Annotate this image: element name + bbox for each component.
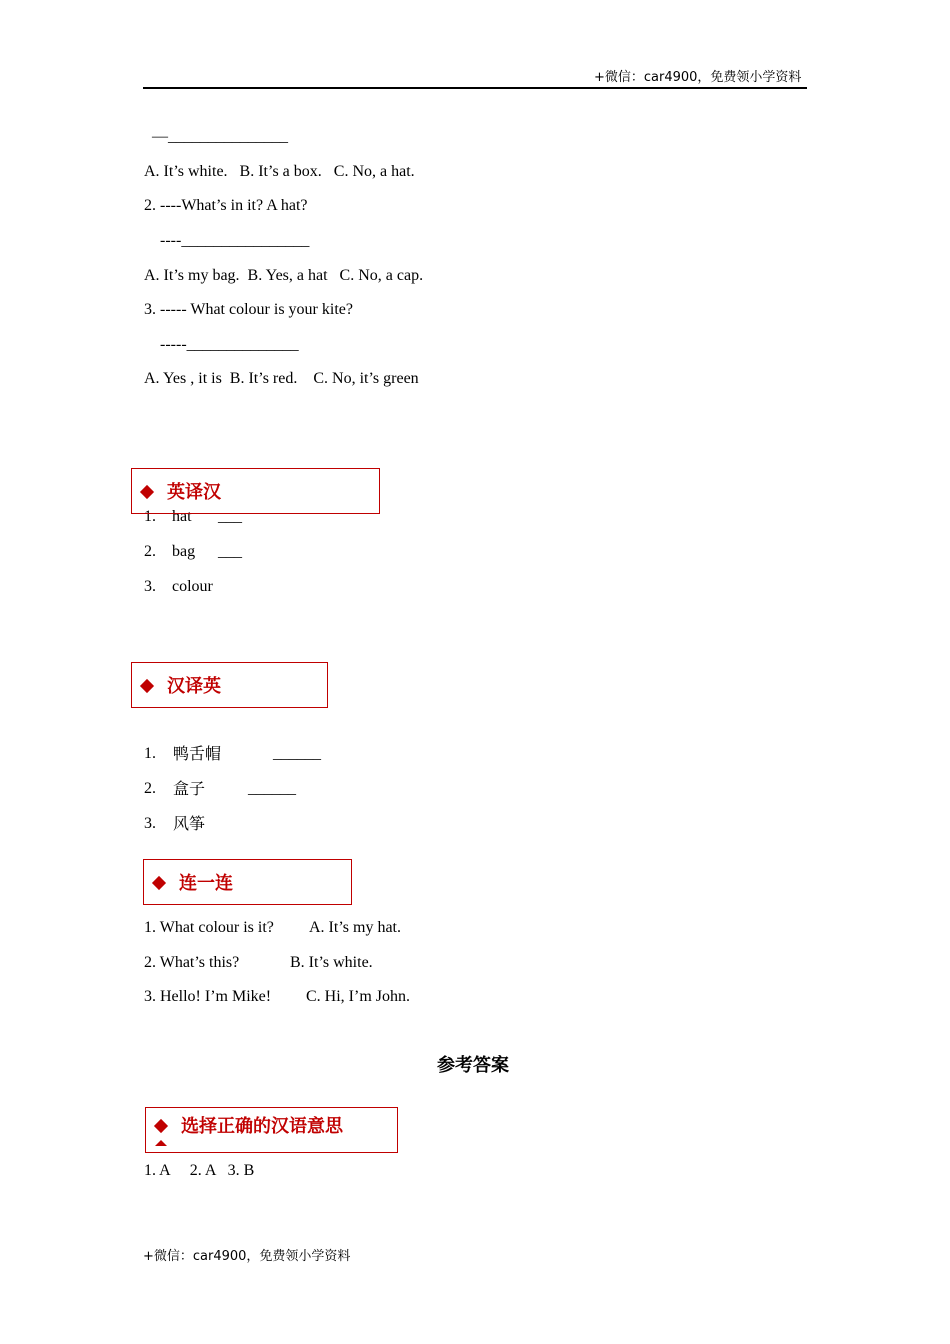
section-title-match: 连一连 xyxy=(179,873,233,894)
cn-item-2-num: 2. xyxy=(144,780,156,797)
en-item-3-word: colour xyxy=(172,578,213,595)
en-item-2-word: bag xyxy=(172,543,196,560)
q2-answer-line: ----________________ xyxy=(160,232,310,249)
en-item-1-num: 1. xyxy=(144,508,156,525)
match-row-2-left: 2. What’s this? xyxy=(144,954,240,971)
en-item-2-num: 2. xyxy=(144,543,156,560)
cn-item-2-word: 盒子 xyxy=(173,779,206,798)
header-text: +微信：car4900，免费领小学资料 xyxy=(594,70,802,85)
match-row-3-right: C. Hi, I’m John. xyxy=(306,988,410,1005)
q3-answer-line: -----______________ xyxy=(160,336,299,353)
footer-text: +微信：car4900，免费领小学资料 xyxy=(143,1249,351,1264)
section-box-match xyxy=(143,859,352,905)
cn-item-3-num: 3. xyxy=(144,815,156,832)
en-item-2-blank: ___ xyxy=(218,543,242,560)
q2-options: A. It’s my bag. B. Yes, a hat C. No, a cap. xyxy=(144,267,424,284)
match-row-1-right: A. It’s my hat. xyxy=(309,919,401,936)
cn-item-1-blank: ______ xyxy=(273,745,321,762)
cn-item-1-num: 1. xyxy=(144,745,156,762)
match-row-3-left: 3. Hello! I’m Mike! xyxy=(144,988,272,1005)
header-rule xyxy=(143,87,807,89)
q3-question: 3. ----- What colour is your kite? xyxy=(144,301,353,318)
cn-item-1-word: 鸭舌帽 xyxy=(173,744,222,763)
section-title-cn-to-en: 汉译英 xyxy=(167,676,221,697)
q3-options: A. Yes , it is B. It’s red. C. No, it’s green xyxy=(144,370,419,387)
en-item-3-num: 3. xyxy=(144,578,156,595)
q1-options: A. It’s white. B. It’s a box. C. No, a hat. xyxy=(144,163,415,180)
match-row-1-left: 1. What colour is it? xyxy=(144,919,274,936)
triangle-icon xyxy=(155,1140,167,1146)
section-title-answers: 选择正确的汉语意思 xyxy=(181,1116,343,1137)
en-item-1-blank: ___ xyxy=(218,508,242,525)
answers-heading: 参考答案 xyxy=(437,1055,509,1076)
section-title-en-to-cn: 英译汉 xyxy=(167,482,221,503)
answers-line: 1. A 2. A 3. B xyxy=(144,1162,255,1179)
section-box-cn-to-en xyxy=(131,662,328,708)
match-row-2-right: B. It’s white. xyxy=(290,954,373,971)
q1-answer-line: —_______________ xyxy=(152,128,288,145)
cn-item-3-word: 风筝 xyxy=(173,814,206,833)
q2-question: 2. ----What’s in it? A hat? xyxy=(144,197,308,214)
cn-item-2-blank: ______ xyxy=(248,780,296,797)
en-item-1-word: hat xyxy=(172,508,192,525)
